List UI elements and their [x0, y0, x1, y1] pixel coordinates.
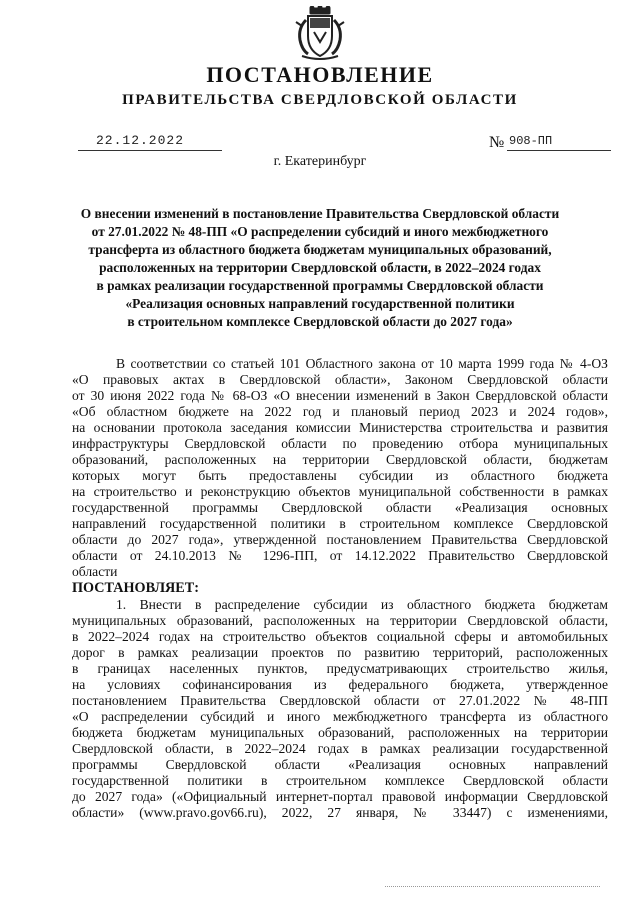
body-line: до 2027 года» («Официальный интернет-портал правовой информации Свердловской	[72, 789, 608, 804]
body-line: Свердловской области, в 2022–2024 годах в рамках реализации государственной	[72, 741, 608, 756]
body-line: бюджета бюджетам муниципальных образований, расположенных на территории	[72, 725, 608, 740]
body-line: образований, расположенных на территории Свердловской области, бюджетам	[72, 452, 608, 467]
body-line: на основании протокола заседания комиссии Министерства строительства и развития	[72, 420, 608, 435]
footer-divider	[385, 886, 600, 891]
body-line: постановлением Правительства Свердловской области от 27.01.2022 № 48-ПП	[72, 693, 608, 708]
title-line: трансферта из областного бюджета бюджетам муниципальных образований,	[88, 242, 552, 257]
body-line: В соответствии со статьей 101 Областного закона от 10 марта 1999 года № 4-ОЗ	[116, 356, 608, 371]
document-number: 908-ПП	[509, 134, 553, 148]
title-line: расположенных на территории Свердловской области, в 2022–2024 годах	[99, 260, 541, 275]
body-line: «О правовых актах в Свердловской области», Законом Свердловской области	[72, 372, 608, 387]
title-line: О внесении изменений в постановление Правительства Свердловской области	[80, 206, 560, 221]
date-field	[78, 131, 222, 151]
body-line: от 30 июня 2022 года № 68-ОЗ «О внесении изменений в Закон Свердловской области	[72, 388, 608, 403]
coat-of-arms-emblem	[292, 6, 348, 62]
page-subtitle: ПРАВИТЕЛЬСТВА СВЕРДЛОВСКОЙ ОБЛАСТИ	[122, 92, 518, 108]
body-line: области» (www.pravo.gov66.ru), 2022, 27 января, № 33447) с изменениями,	[72, 805, 608, 820]
body-line: на условиях софинансирования из федерального бюджета, утвержденное	[72, 677, 608, 692]
body-line: «О распределении субсидий и иного межбюджетного трансферта из областного	[72, 709, 608, 724]
body-line: области от 24.10.2013 № 1296-ПП, от 14.12.2022 Правительство Свердловской	[72, 548, 608, 563]
body-line: «Об областном бюджете на 2022 год и плановый период 2023 и 2024 годов»,	[72, 404, 608, 419]
body-line: государственной политики в строительном комплексе Свердловской области	[72, 773, 608, 788]
body-line: инфраструктуры Свердловской области по проведению отбора муниципальных	[72, 436, 608, 451]
document-body	[72, 356, 608, 821]
title-line: в строительном комплексе Свердловской области до 2027 года»	[127, 314, 513, 329]
body-line: области	[72, 564, 118, 579]
body-line: в 2022–2024 годах на строительство объектов социальной сферы и автомобильных	[72, 629, 608, 644]
title-line: от 27.01.2022 № 48-ПП «О распределении субсидий и иного межбюджетного	[91, 224, 549, 239]
title-line: «Реализация основных направлений государственной политики	[125, 296, 515, 311]
document-title	[70, 205, 570, 331]
resolution-heading: ПОСТАНОВЛЯЕТ:	[72, 580, 199, 596]
body-line: дорог в рамках реализации проектов по развитию территорий, расположенных	[72, 645, 608, 660]
body-line: на строительство и реконструкцию объектов муниципальной собственности в рамках	[72, 484, 608, 499]
body-line: направлений государственной политики в строительном комплексе Свердловской	[72, 516, 608, 531]
city: г. Екатеринбург	[273, 154, 367, 169]
page-title: ПОСТАНОВЛЕНИЕ	[206, 62, 434, 87]
number-sign: №	[489, 134, 505, 151]
body-line: программы Свердловской области «Реализация основных направлений	[72, 757, 608, 772]
body-line: которых могут быть предоставлены субсидии из областного бюджета	[72, 468, 608, 483]
number-field	[507, 131, 611, 151]
title-line: в рамках реализации государственной программы Свердловской области	[96, 278, 544, 293]
body-line: государственной программы Свердловской области «Реализация основных	[72, 500, 608, 515]
document-date: 22.12.2022	[96, 133, 185, 148]
body-line: 1. Внести в распределение субсидии из областного бюджета бюджетам	[116, 597, 608, 612]
body-line: муниципальных образований, расположенных на территории Свердловской области,	[72, 613, 608, 628]
body-line: в границах населенных пунктов, предусматривающих строительство жилья,	[72, 661, 608, 676]
body-line: области до 2027 года», утвержденной постановлением Правительства Свердловской	[72, 532, 608, 547]
